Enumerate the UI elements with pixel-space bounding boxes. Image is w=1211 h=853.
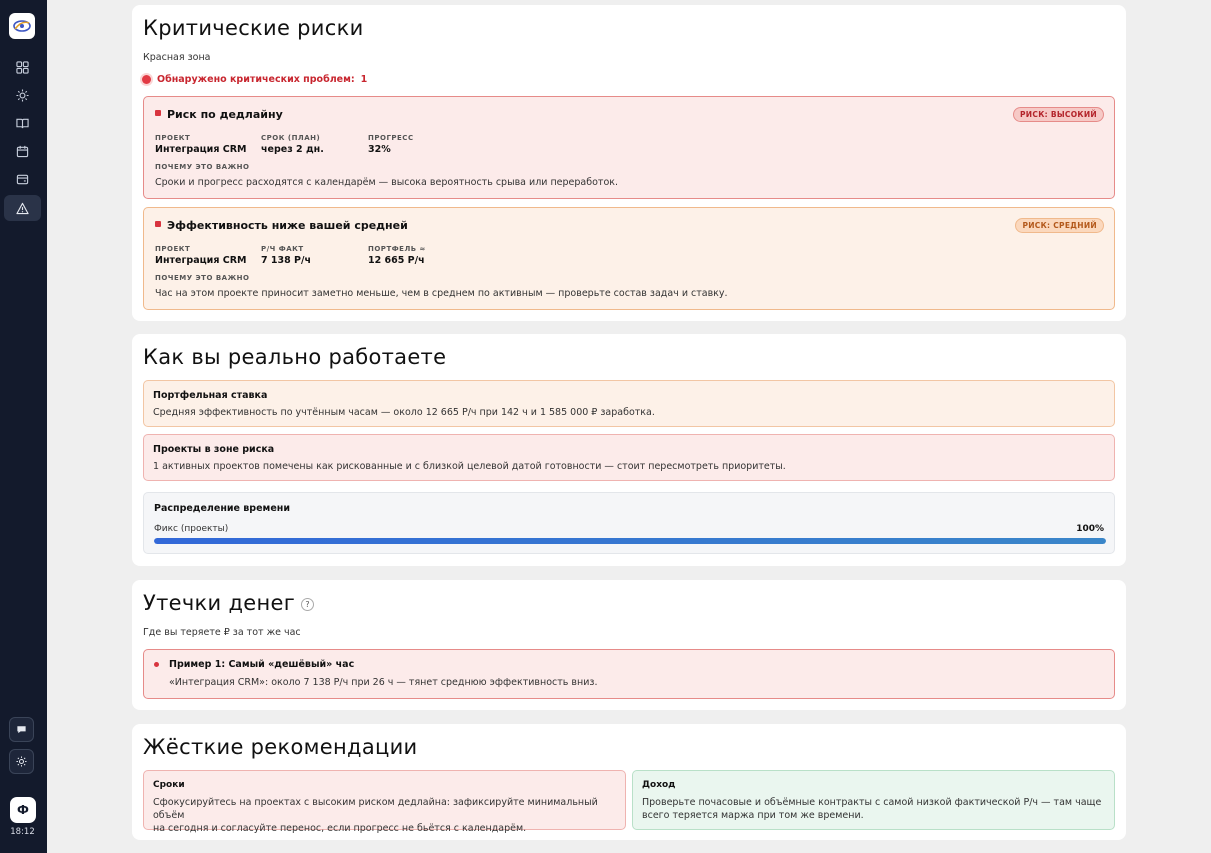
why-label: ПОЧЕМУ ЭТО ВАЖНО: [155, 163, 250, 171]
bullet-dot-icon: [154, 662, 159, 667]
distribution-title: Распределение времени: [154, 503, 290, 514]
recommendation-line: Сфокусируйтесь на проектах с высоким риском дедлайна: зафиксируйте минимальный объём: [153, 797, 598, 821]
field-value: Интеграция CRM: [155, 255, 247, 266]
leak-example-box: [143, 649, 1115, 699]
leaks-subtitle: Где вы теряете ₽ за тот же час: [143, 627, 301, 638]
field-label: Р/Ч ФАКТ: [261, 245, 304, 253]
field-label: СРОК (ПЛАН): [261, 134, 321, 142]
recommendations-card: [132, 724, 1126, 840]
recommendation-text: [642, 796, 1101, 822]
portfolio-title: Портфельная ставка: [153, 390, 268, 401]
chat-bubble-icon: [16, 724, 27, 735]
dashboard-grid-icon: [16, 61, 29, 74]
distribution-value: 100%: [1076, 524, 1104, 534]
zone-label: Красная зона: [143, 52, 211, 63]
nav-insights[interactable]: [4, 82, 41, 108]
recommendation-title: Доход: [642, 780, 676, 790]
critical-risks-title: Критические риски: [143, 16, 364, 40]
sidebar: [0, 0, 47, 853]
critical-risks-card: [132, 5, 1126, 321]
warning-triangle-icon: [16, 202, 29, 215]
distribution-bar: [154, 538, 1106, 544]
risk-badge: РИСК: СРЕДНИЙ: [1015, 218, 1104, 233]
risk-projects-title: Проекты в зоне риска: [153, 444, 275, 455]
chat-button[interactable]: [9, 717, 34, 742]
app-logo-icon[interactable]: [9, 13, 35, 39]
nav-finance[interactable]: [4, 166, 41, 192]
leak-example-title: Пример 1: Самый «дешёвый» час: [169, 659, 355, 670]
nav-risks[interactable]: [4, 195, 41, 221]
recommendation-income: [632, 770, 1115, 830]
risk-title: Риск по дедлайну: [167, 108, 283, 121]
recommendation-title: Сроки: [153, 780, 185, 790]
sun-icon: [16, 89, 29, 102]
nav-dashboard[interactable]: [4, 54, 41, 80]
why-text: Час на этом проекте приносит заметно меньше, чем в среднем по активным — проверьте состав задач и ставку.: [155, 288, 728, 299]
distribution-label: Фикс (проекты): [154, 524, 229, 534]
wallet-icon: [16, 173, 29, 186]
risk-projects-text: 1 активных проектов помечены как рискованные и с близкой целевой датой готовности — стоит пересмотреть приоритеты.: [153, 461, 786, 472]
detected-row: [142, 74, 367, 85]
detected-count: 1: [360, 74, 368, 85]
nav-library[interactable]: [4, 110, 41, 136]
recommendation-line: всего теряется маржа при том же времени.: [642, 810, 864, 821]
user-avatar-button[interactable]: Ф: [10, 797, 36, 823]
risk-projects-box: [143, 434, 1115, 481]
recommendation-line: Проверьте почасовые и объёмные контракты с самой низкой фактической Р/ч — там чаще: [642, 797, 1102, 808]
leaks-card: [132, 580, 1126, 710]
field-label: ПРОЕКТ: [155, 245, 191, 253]
distribution-bar-fill: [154, 538, 1106, 544]
recommendation-deadlines: [143, 770, 626, 834]
field-value: Интеграция CRM: [155, 144, 247, 155]
help-icon[interactable]: ?: [301, 598, 314, 611]
leaks-title: Утечки денег: [143, 591, 296, 615]
field-label: ПРОЕКТ: [155, 134, 191, 142]
risk-marker-icon: [155, 110, 161, 116]
field-value: 32%: [368, 144, 391, 155]
leaks-title-row: [143, 591, 314, 615]
calendar-icon: [16, 145, 29, 158]
work-card: [132, 334, 1126, 566]
sun-icon: [16, 756, 27, 767]
alert-dot-icon: [142, 75, 151, 84]
portfolio-text: Средняя эффективность по учтённым часам — около 12 665 Р/ч при 142 ч и 1 585 000 ₽ заработка.: [153, 407, 655, 418]
field-label: ПОРТФЕЛЬ ≈: [368, 245, 426, 253]
risk-card-efficiency: [143, 207, 1115, 310]
risk-card-deadline: [143, 96, 1115, 199]
time-distribution-box: [143, 492, 1115, 554]
recommendations-title: Жёсткие рекомендации: [143, 735, 418, 759]
clock: 18:12: [10, 827, 35, 837]
detected-label: Обнаружено критических проблем:: [157, 74, 355, 85]
recommendation-text: [153, 796, 625, 835]
book-icon: [16, 117, 29, 130]
field-value: через 2 дн.: [261, 144, 324, 155]
risk-title: Эффективность ниже вашей средней: [167, 219, 408, 232]
leak-example-text: «Интеграция CRM»: около 7 138 Р/ч при 26 ч — тянет среднюю эффективность вниз.: [169, 677, 598, 688]
risk-badge: РИСК: ВЫСОКИЙ: [1013, 107, 1104, 122]
work-title: Как вы реально работаете: [143, 345, 447, 369]
field-value: 12 665 Р/ч: [368, 255, 425, 266]
nav-calendar[interactable]: [4, 138, 41, 164]
risk-marker-icon: [155, 221, 161, 227]
field-label: ПРОГРЕСС: [368, 134, 414, 142]
recommendation-line: на сегодня и согласуйте перенос, если прогресс не бьётся с календарём.: [153, 823, 527, 834]
why-text: Сроки и прогресс расходятся с календарём — высока вероятность срыва или переработок.: [155, 177, 619, 188]
why-label: ПОЧЕМУ ЭТО ВАЖНО: [155, 274, 250, 282]
theme-toggle-button[interactable]: [9, 749, 34, 774]
portfolio-rate-box: [143, 380, 1115, 427]
field-value: 7 138 Р/ч: [261, 255, 312, 266]
